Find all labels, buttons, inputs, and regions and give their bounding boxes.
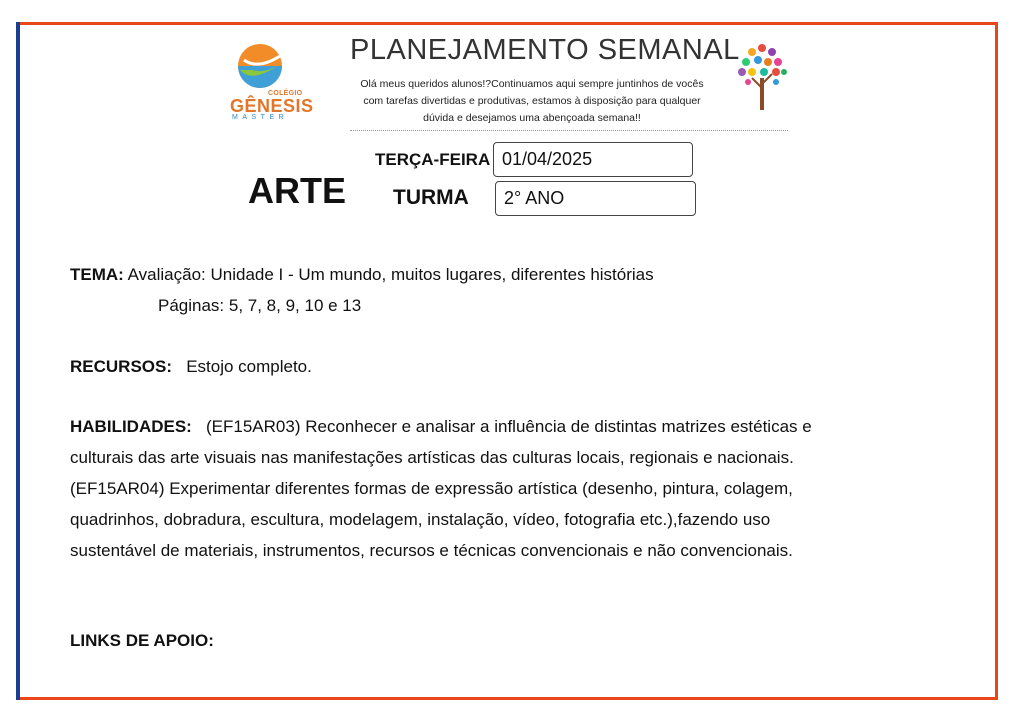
recursos-value: Estojo completo. xyxy=(186,357,312,376)
habilidades-label: HABILIDADES: xyxy=(70,417,192,436)
habilidades-line: quadrinhos, dobradura, escultura, modelagem, instalação, vídeo, fotografia etc.),fazendo uso xyxy=(70,510,771,529)
habilidades-section xyxy=(70,411,930,566)
tema-pages: Páginas: 5, 7, 8, 9, 10 e 13 xyxy=(158,296,362,315)
habilidades-line: sustentável de materiais, instrumentos, recursos e técnicas convencionais e não convencionais. xyxy=(70,541,793,560)
logo-text-genesis: GÊNESIS xyxy=(230,96,314,116)
links-label: LINKS DE APOIO: xyxy=(70,631,214,650)
recursos-label: RECURSOS: xyxy=(70,357,173,376)
recursos-section xyxy=(70,351,312,382)
greeting-line: dúvida e desejamos uma abençoada semana!! xyxy=(423,112,641,124)
subject-title: ARTE xyxy=(248,170,346,211)
greeting-line: Olá meus queridos alunos!?Continuamos aqui sempre juntinhos de vocês xyxy=(360,78,704,90)
logo-text-colegio: COLÉGIO xyxy=(268,90,303,97)
habilidades-line: culturais das arte visuais nas manifestações artísticas das culturas locais, regionais e nacionais. xyxy=(70,448,794,467)
class-field[interactable]: 2° ANO xyxy=(495,181,696,216)
tema-label: TEMA: xyxy=(70,265,124,284)
colorful-tree-icon xyxy=(734,40,790,112)
day-label: TERÇA-FEIRA xyxy=(375,150,491,169)
greeting-line: com tarefas divertidas e produtivas, estamos à disposição para qualquer xyxy=(363,95,701,107)
header-divider xyxy=(350,130,788,131)
date-field[interactable]: 01/04/2025 xyxy=(493,142,693,177)
habilidades-line: (EF15AR04) Experimentar diferentes formas de expressão artística (desenho, pintura, colagem, xyxy=(70,479,793,498)
class-label: TURMA xyxy=(393,186,469,209)
page-title: PLANEJAMENTO SEMANAL xyxy=(350,34,740,66)
habilidades-line xyxy=(70,411,930,442)
greeting-message xyxy=(352,76,712,127)
habilidades-text: (EF15AR03) Reconhecer e analisar a influência de distintas matrizes estéticas e xyxy=(206,417,812,436)
page-border-accent xyxy=(16,22,20,700)
tema-value: Avaliação: Unidade I - Um mundo, muitos lugares, diferentes histórias xyxy=(127,265,654,284)
tema-section xyxy=(70,259,654,290)
logo-text-master: MASTER xyxy=(232,114,289,121)
